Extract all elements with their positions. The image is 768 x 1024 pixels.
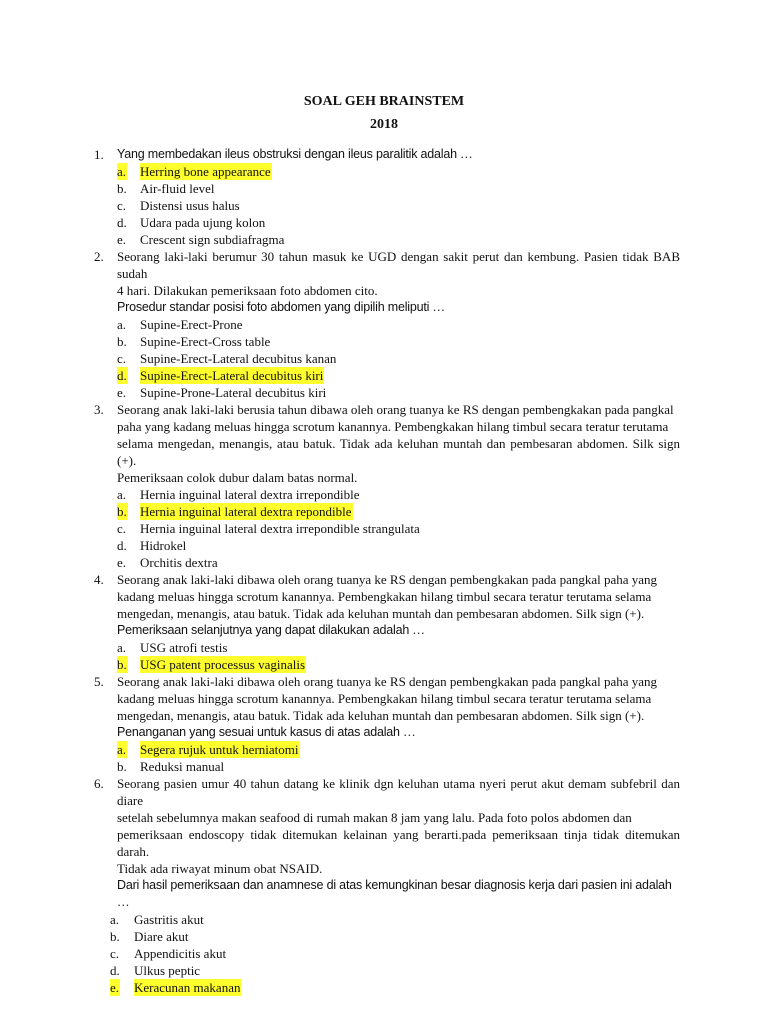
option-text: Diare akut: [134, 929, 189, 944]
stem-line: 4 hari. Dilakukan pemeriksaan foto abdomen cito.: [117, 283, 378, 298]
option-letter: e.: [117, 385, 127, 400]
answer-option: [0, 962, 768, 979]
prompt-ellipsis: …: [117, 895, 130, 909]
question-5: [0, 673, 768, 775]
option-text: Ulkus peptic: [134, 963, 201, 978]
option-letter: d.: [117, 215, 127, 230]
option-text: Distensi usus halus: [140, 198, 240, 213]
option-text-highlighted: USG patent processus vaginalis: [140, 657, 306, 672]
option-letter: e.: [110, 980, 120, 995]
question-prompt: [117, 299, 680, 316]
option-letter: c.: [117, 521, 127, 536]
option-text-highlighted: Keracunan makanan: [134, 980, 241, 995]
answer-option: [0, 180, 768, 197]
prompt-text: Dari hasil pemeriksaan dan anamnese di atas kemungkinan besar diagnosis kerja dari pasien ini adalah: [117, 878, 672, 892]
option-text-highlighted: Hernia inguinal lateral dextra repondible: [140, 504, 352, 519]
answer-option: [0, 979, 768, 996]
option-letter: a.: [117, 317, 127, 332]
question-prompt: [117, 146, 680, 163]
stem-line: paha yang kadang meluas hingga scrotum kanannya. Pembengkakan hilang timbul secara teratur terutama: [117, 419, 669, 434]
answer-option: [0, 537, 768, 554]
answer-option: [0, 350, 768, 367]
answer-option: [0, 214, 768, 231]
option-letter: d.: [117, 368, 127, 383]
prompt-text: Prosedur standar posisi foto abdomen yang dipilih meliputi: [117, 300, 433, 314]
answer-option: [0, 554, 768, 571]
option-letter: a.: [110, 912, 120, 927]
prompt-text: Pemeriksaan selanjutnya yang dapat dilakukan adalah: [117, 623, 413, 637]
question-prompt: [117, 622, 680, 639]
question-number: 5.: [94, 674, 104, 689]
answer-option: [0, 741, 768, 758]
answer-option: [0, 911, 768, 928]
option-letter: b.: [117, 504, 127, 519]
stem-line: Seorang pasien umur 40 tahun datang ke klinik dgn keluhan utama nyeri perut akut demam subfebril dan diare: [117, 776, 680, 808]
option-text-highlighted: Supine-Erect-Lateral decubitus kiri: [140, 368, 324, 383]
option-letter: a.: [117, 487, 127, 502]
option-text-highlighted: Herring bone appearance: [140, 164, 271, 179]
question-list: [0, 146, 768, 996]
option-letter: c.: [117, 198, 127, 213]
prompt-ellipsis: …: [412, 623, 425, 637]
question-stem: [117, 248, 680, 299]
question-number: 2.: [94, 249, 104, 264]
option-letter: c.: [117, 351, 127, 366]
stem-line: selama mengedan, menangis, atau batuk. Tidak ada keluhan muntah dan pembesaran abdomen. Silk sign (+).: [117, 436, 680, 468]
option-text: Hernia inguinal lateral dextra irrepondible strangulata: [140, 521, 420, 536]
question-prompt: [117, 877, 680, 911]
option-text: Supine-Prone-Lateral decubitus kiri: [140, 385, 327, 400]
option-letter: a.: [117, 164, 127, 179]
prompt-ellipsis: …: [432, 300, 445, 314]
option-letter: c.: [110, 946, 120, 961]
option-letter: a.: [117, 742, 127, 757]
stem-line: mengedan, menangis, atau batuk. Tidak ada keluhan muntah dan pembesaran abdomen. Silk sign (+).: [117, 606, 645, 621]
question-stem: [117, 673, 680, 724]
question-6: [0, 775, 768, 996]
answer-option: [0, 758, 768, 775]
option-text: Gastritis akut: [134, 912, 204, 927]
answer-option: [0, 231, 768, 248]
stem-line: Seorang anak laki-laki berusia tahun dibawa oleh orang tuanya ke RS dengan pembengkakan pada pangkal: [117, 402, 674, 417]
option-text: Supine-Erect-Cross table: [140, 334, 271, 349]
option-text: Hernia inguinal lateral dextra irrepondible: [140, 487, 360, 502]
answer-option: [0, 163, 768, 180]
option-text: Crescent sign subdiafragma: [140, 232, 285, 247]
question-number: 6.: [94, 776, 104, 791]
answer-option: [0, 928, 768, 945]
option-text-highlighted: Segera rujuk untuk herniatomi: [140, 742, 299, 757]
answer-option: [0, 384, 768, 401]
answer-option: [0, 316, 768, 333]
option-letter: b.: [117, 657, 127, 672]
answer-option: [0, 656, 768, 673]
question-4: [0, 571, 768, 673]
option-letter: e.: [117, 555, 127, 570]
stem-line: Pemeriksaan colok dubur dalam batas normal.: [117, 470, 358, 485]
question-number: 4.: [94, 572, 104, 587]
stem-line: Seorang anak laki-laki dibawa oleh orang tuanya ke RS dengan pembengkakan pada pangkal paha yang: [117, 674, 658, 689]
question-stem: [117, 571, 680, 622]
option-letter: e.: [117, 232, 127, 247]
option-text: Orchitis dextra: [140, 555, 218, 570]
option-letter: d.: [117, 538, 127, 553]
option-letter: a.: [117, 640, 127, 655]
stem-line: pemeriksaan endoscopy tidak ditemukan kelainan yang berarti.pada pemeriksaan tinja tidak ditemukan darah.: [117, 827, 680, 859]
option-text: Supine-Erect-Prone: [140, 317, 243, 332]
answer-option: [0, 639, 768, 656]
answer-option: [0, 503, 768, 520]
stem-line: kadang meluas hingga scrotum kanannya. Pembengkakan hilang timbul secara teratur terutama selama: [117, 691, 652, 706]
document-title: SOAL GEH BRAINSTEM: [303, 94, 465, 109]
question-2: [0, 248, 768, 401]
document-year: 2018: [370, 117, 398, 132]
question-3: [0, 401, 768, 571]
prompt-text: Yang membedakan ileus obstruksi dengan ileus paralitik adalah: [117, 147, 461, 161]
answer-option: [0, 333, 768, 350]
option-letter: d.: [110, 963, 120, 978]
answer-option: [0, 197, 768, 214]
option-text: Appendicitis akut: [134, 946, 227, 961]
question-number: 1.: [94, 147, 104, 162]
answer-option: [0, 486, 768, 503]
answer-option: [0, 945, 768, 962]
option-text: USG atrofi testis: [140, 640, 228, 655]
question-stem: [117, 775, 680, 877]
question-stem: [117, 401, 680, 486]
option-letter: b.: [117, 334, 127, 349]
stem-line: mengedan, menangis, atau batuk. Tidak ada keluhan muntah dan pembesaran abdomen. Silk sign (+).: [117, 708, 645, 723]
option-text: Hidrokel: [140, 538, 187, 553]
stem-line: setelah sebelumnya makan seafood di rumah makan 8 jam yang lalu. Pada foto polos abdomen dan: [117, 810, 632, 825]
prompt-ellipsis: …: [460, 147, 473, 161]
option-text: Reduksi manual: [140, 759, 225, 774]
question-number: 3.: [94, 402, 104, 417]
option-text: Air-fluid level: [140, 181, 215, 196]
stem-line: Seorang anak laki-laki dibawa oleh orang tuanya ke RS dengan pembengkakan pada pangkal paha yang: [117, 572, 658, 587]
answer-option: [0, 520, 768, 537]
option-letter: b.: [110, 929, 120, 944]
option-text: Udara pada ujung kolon: [140, 215, 266, 230]
prompt-ellipsis: …: [403, 725, 416, 739]
option-letter: b.: [117, 759, 127, 774]
stem-line: Tidak ada riwayat minum obat NSAID.: [117, 861, 323, 876]
stem-line: Seorang laki-laki berumur 30 tahun masuk ke UGD dengan sakit perut dan kembung. Pasien tidak BAB sudah: [117, 249, 680, 281]
option-letter: b.: [117, 181, 127, 196]
prompt-text: Penanganan yang sesuai untuk kasus di atas adalah: [117, 725, 404, 739]
stem-line: kadang meluas hingga scrotum kanannya. Pembengkakan hilang timbul secara teratur terutama selama: [117, 589, 652, 604]
option-text: Supine-Erect-Lateral decubitus kanan: [140, 351, 337, 366]
question-1: [0, 146, 768, 248]
question-prompt: [117, 724, 680, 741]
answer-option: [0, 367, 768, 384]
